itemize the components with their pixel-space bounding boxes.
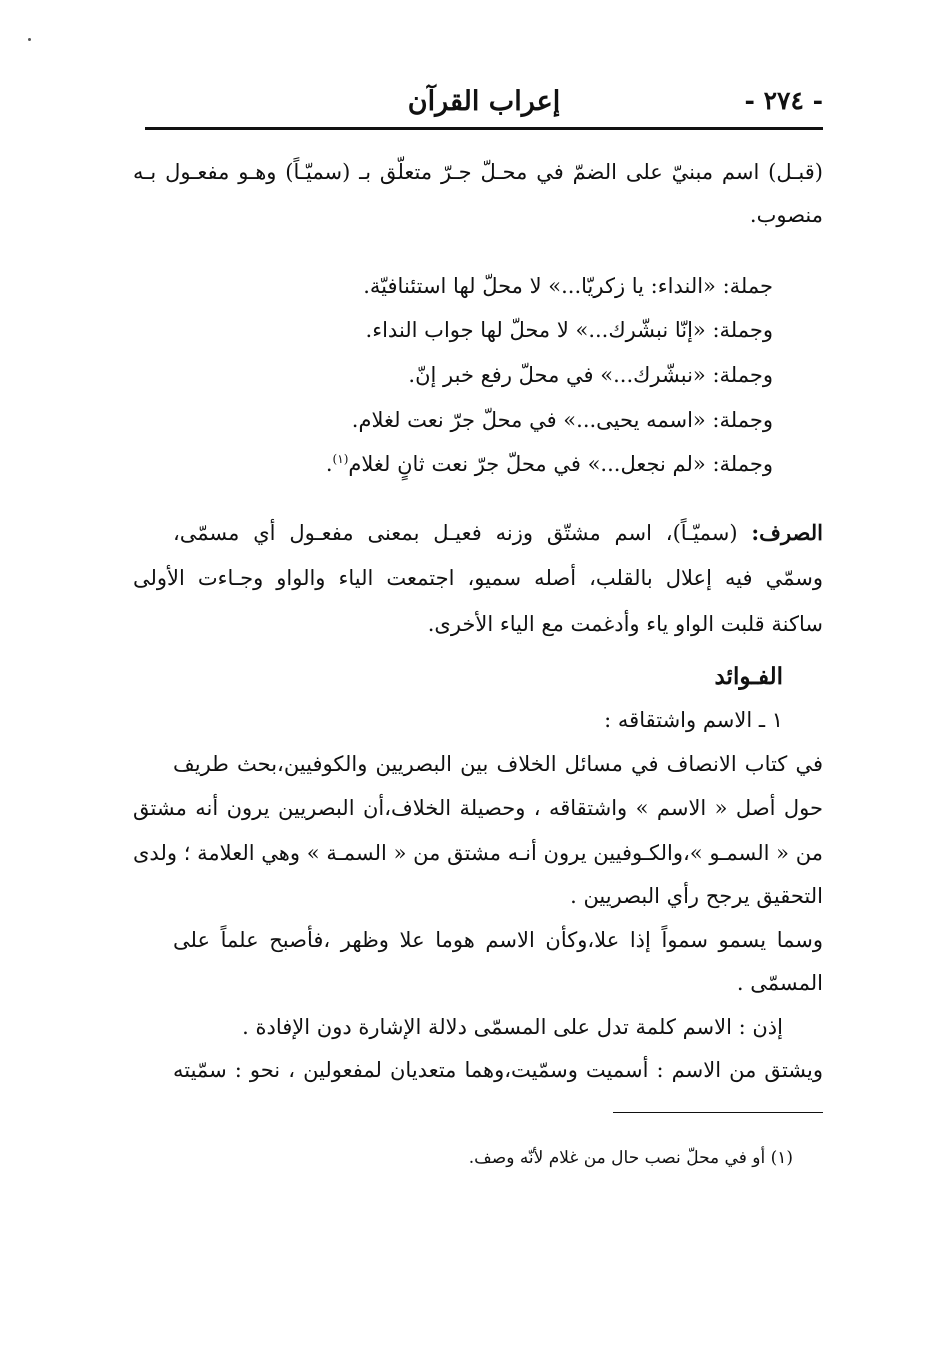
page-header bbox=[145, 80, 823, 130]
jumla-4: وجملة: «اسمه يحيى...» في محلّ جرّ نعت لغلام. bbox=[351, 408, 773, 432]
jumla-2: وجملة: «إنّا نبشّرك...» لا محلّ لها جواب النداء. bbox=[365, 318, 773, 342]
sarf-line-2: وسمّي فيه إعلال بالقلب، أصله سميو، اجتمعت الياء والواو وجـاءت الأولى bbox=[133, 566, 823, 590]
para1-line-2: منصوب. bbox=[749, 203, 823, 227]
fawaid-subheading: ١ ـ الاسم واشتقاقه : bbox=[604, 708, 783, 732]
footnote-rule bbox=[613, 1112, 823, 1113]
fawaid-line-6: المسمّى . bbox=[736, 971, 823, 995]
footnote: (١) أو في محلّ نصب حال من غلام لأنّه وصف. bbox=[468, 1148, 793, 1168]
jumla-1: جملة: «النداء: يا زكريّا...» لا محلّ لها استئنافيّة. bbox=[363, 274, 773, 298]
fawaid-line-1: في كتاب الانصاف في مسائل الخلاف بين البصريين والكوفيين،بحث طريف bbox=[173, 752, 823, 776]
sarf-label: الصرف: bbox=[751, 520, 823, 545]
fawaid-line-3: من « السمـو »،والكـوفيين يرون أنـه مشتق من « السمـة » وهي العلامة ؛ ولدى bbox=[133, 841, 823, 865]
jumla-5-text: وجملة: «لم نجعل...» في محلّ جرّ نعت ثانٍ لغلام bbox=[348, 452, 773, 476]
sarf-line-3: ساكنة قلبت الواو ياء وأدغمت مع الياء الأخرى. bbox=[427, 612, 823, 636]
jumla-3: وجملة: «نبشّرك...» في محلّ رفع خبر إنّ. bbox=[408, 363, 773, 387]
footnote-marker: (١) bbox=[332, 452, 349, 466]
sarf-line-1 bbox=[173, 521, 823, 545]
fawaid-line-5: وسما يسمو سمواً إذا علا،وكأن الاسم هوما علا وظهر ،فأصبح علماً على bbox=[173, 928, 823, 952]
fawaid-line-2: حول أصل « الاسم » واشتقاقه ، وحصيلة الخلاف،أن البصريين يرون أنه مشتق bbox=[133, 796, 823, 820]
running-title: إعراب القرآن bbox=[407, 86, 561, 117]
sarf-line-1-text: (سميّـاً)، اسم مشتّق وزنه فعيـل بمعنى مفعـول أي مسمّى، bbox=[173, 521, 738, 545]
scan-speck bbox=[28, 38, 31, 41]
fawaid-line-4: التحقيق يرجح رأي البصريين . bbox=[570, 884, 823, 908]
fawaid-line-8: ويشتق من الاسم : أسميت وسمّيت،وهما متعديان لمفعولين ، نحو : سمّيته bbox=[173, 1058, 823, 1082]
fawaid-heading: الفـوائد bbox=[714, 663, 783, 690]
fawaid-line-7: إذن : الاسم كلمة تدل على المسمّى دلالة الإشارة دون الإفادة . bbox=[242, 1015, 783, 1039]
jumla-5: وجملة: «لم نجعل...» في محلّ جرّ نعت ثانٍ لغلام$^{(١)}$. bbox=[325, 452, 773, 476]
header-rule bbox=[145, 127, 823, 130]
page-number: - ٢٧٤ - bbox=[744, 86, 823, 115]
para1-line-1: (قبـل) اسم مبنيّ على الضمّ في محـلّ جـرّ متعلّق بـ (سميّـاً) وهـو مفعـول بـه bbox=[133, 160, 823, 184]
